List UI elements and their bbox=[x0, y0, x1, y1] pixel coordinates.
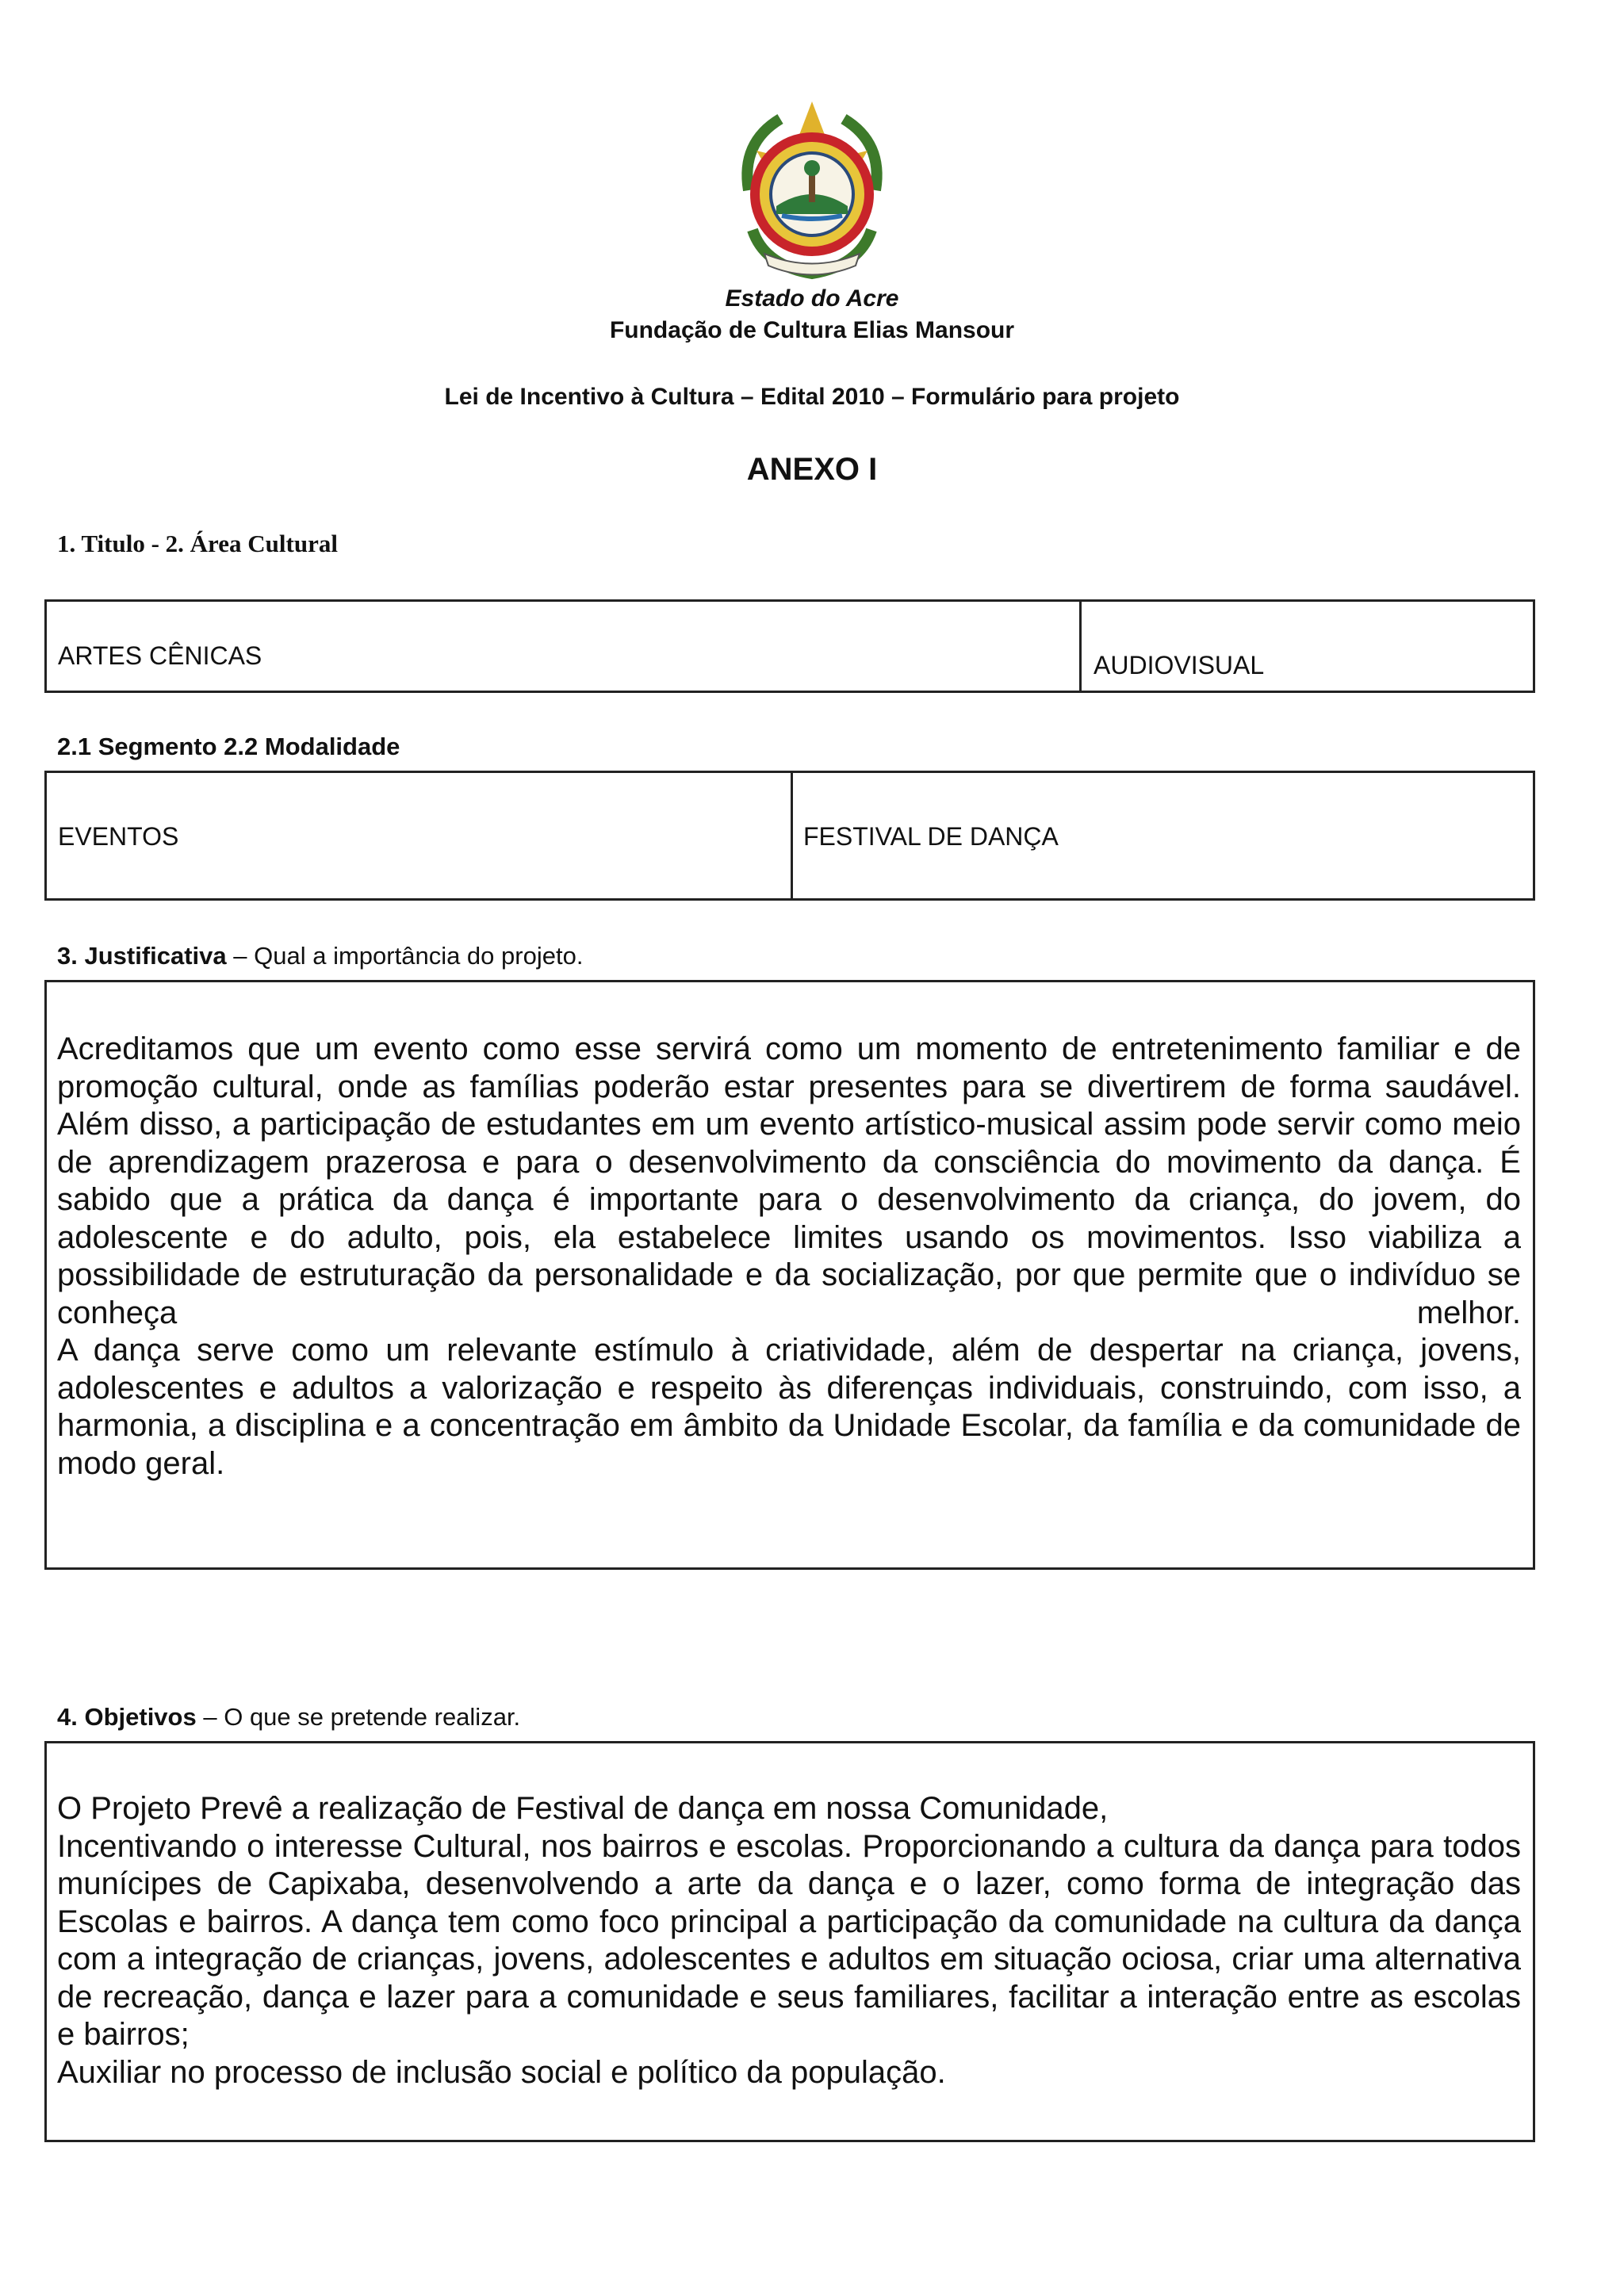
objectives-last: Auxiliar no processo de inclusão social e político da população. bbox=[57, 2054, 946, 2090]
form-subtitle: Lei de Incentivo à Cultura – Edital 2010 – Formulário para projeto bbox=[444, 384, 1180, 410]
area-value: AUDIOVISUAL bbox=[1094, 651, 1265, 679]
section2-table bbox=[44, 771, 1535, 901]
table-divider bbox=[1079, 602, 1082, 691]
state-crest-emblem bbox=[717, 95, 907, 285]
foundation-name: Fundação de Cultura Elias Mansour bbox=[609, 317, 1015, 343]
justification-para1: Acreditamos que um evento como esse servirá como um momento de entretenimento familiar e de promoção cultural, onde as famílias poderão estar presentes para se divertirem de forma saudável. Além disso, a participação de estudantes em um evento artístico-musical assim pode servir como meio de aprendizagem prazerosa e para o desenvolvimento da consciência do movimento da dança. É sabido que a prática da dança é importante para o desenvolvimento da criança, do jovem, do adolescente e do adulto, pois, ela estabelece limites usando os movimentos. Isso viabiliza a possibilidade de estruturação da personalidade e da socialização, por que permite que o indivíduo se conheça melhor. bbox=[57, 1031, 1521, 1330]
objectives-text bbox=[57, 1790, 1521, 2091]
section3-label-rest: – Qual a importância do projeto. bbox=[233, 942, 584, 970]
justification-text bbox=[57, 1031, 1521, 1483]
section1-table bbox=[44, 599, 1535, 693]
annex-title: ANEXO I bbox=[746, 452, 878, 487]
section1-label: 1. Titulo - 2. Área Cultural bbox=[57, 530, 338, 557]
section3-label-bold: 3. Justificativa bbox=[57, 942, 227, 970]
section4-label bbox=[57, 1703, 520, 1732]
table-divider bbox=[791, 773, 793, 898]
objectives-para: Incentivando o interesse Cultural, nos bairros e escolas. Proporcionando a cultura da dança para todos munícipes de Capixaba, desenvolvendo a arte da dança e o lazer, como forma de integração das Escolas e bairros. A dança tem como foco principal a participação da comunidade na cultura da dança com a integração de crianças, jovens, adolescentes e adultos em situação ociosa, criar uma alternativa de recreação, dança e lazer para a comunidade e seus familiares, facilitar a interação entre as escolas e bairros; bbox=[57, 1828, 1521, 2052]
state-name: Estado do Acre bbox=[725, 285, 899, 312]
section4-label-rest: – O que se pretende realizar. bbox=[203, 1703, 521, 1731]
section4-label-bold: 4. Objetivos bbox=[57, 1703, 197, 1731]
section3-label bbox=[57, 942, 583, 970]
title-value: ARTES CÊNICAS bbox=[58, 641, 262, 670]
segment-value: EVENTOS bbox=[58, 822, 179, 851]
modality-value: FESTIVAL DE DANÇA bbox=[803, 822, 1059, 851]
section2-label: 2.1 Segmento 2.2 Modalidade bbox=[57, 733, 400, 760]
objectives-line1: O Projeto Prevê a realização de Festival de dança em nossa Comunidade, bbox=[57, 1791, 1109, 1826]
justification-para2: A dança serve como um relevante estímulo à criatividade, além de despertar na criança, jovens, adolescentes e adultos a valorização e respeito às diferenças individuais, construindo, com isso, a harmonia, a disciplina e a concentração em âmbito da Unidade Escolar, da família e da comunidade de modo geral. bbox=[57, 1333, 1521, 1481]
